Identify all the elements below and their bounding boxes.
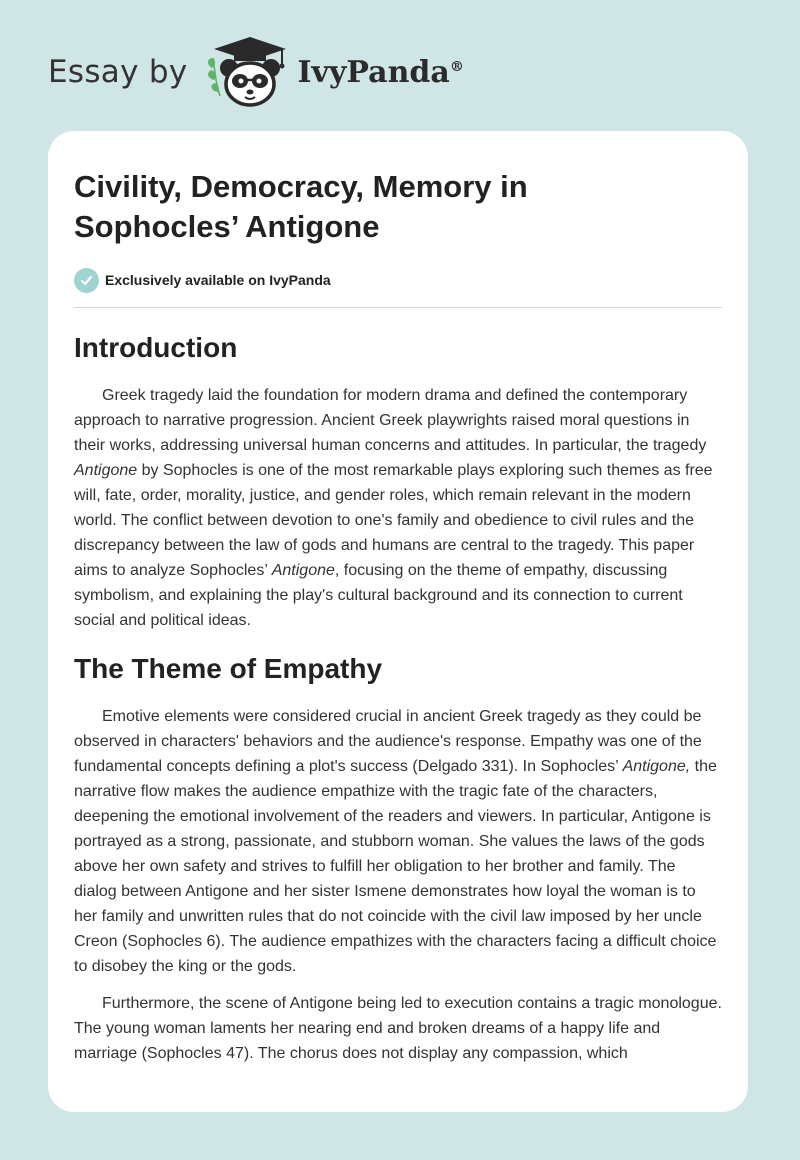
work-title: Antigone [271,562,335,579]
brand-name: IvyPanda® [297,54,464,90]
panda-graduation-cap-icon [204,34,296,110]
registered-mark: ® [449,58,464,75]
paragraph: Furthermore, the scene of Antigone being led to execution contains a tragic monologue. The young woman laments her nearing end and broken dreams of a happy life and marriage (Sophocles 47). The chorus does not display any compassion, which [74,995,722,1062]
exclusive-badge [74,267,722,293]
check-circle-icon [74,268,99,293]
article-card [48,131,748,1112]
brand-prefix: Essay by [48,54,188,90]
exclusive-label: Exclusively available on IvyPanda [105,272,331,288]
paragraph: Emotive elements were considered crucial in ancient Greek tragedy as they could be observed in characters' behaviors and the audience's response. Empathy was one of the fundamental concepts defining a plot's success (Delgado 331). In Sophocles’ Antigone, the narrative flow makes the audience empathize with the tragic fate of the characters, deepening the emotional involvement of the readers and viewers. In particular, Antigone is portrayed as a strong, passionate, and stubborn woman. She values the laws of the gods above her own safety and strives to fulfill her obligation to her brother and family. The dialog between Antigone and her sister Ismene demonstrates how loyal the woman is to her family and unwritten rules that do not coincide with the civil law imposed by her uncle Creon (Sophocles 6). The audience empathizes with the characters facing a difficult choice to disobey the king or the gods. [74,708,717,975]
section-heading-introduction: Introduction [74,332,238,363]
article-title: Civility, Democracy, Memory in Sophocles’ Antigone [74,169,528,244]
site-brand[interactable] [48,34,464,110]
paragraph: Greek tragedy laid the foundation for modern drama and defined the contemporary approach to narrative progression. Ancient Greek playwrights raised moral questions in their works, addressing universal human concerns and attitudes. In particular, the tragedy Antigone by Sophocles is one of the most remarkable plays exploring such themes as free will, fate, order, morality, justice, and gender roles, which remain relevant in the modern world. The conflict between devotion to one's family and obedience to civil rules and the discrepancy between the law of gods and humans are central to the tragedy. This paper aims to analyze Sophocles’ Antigone, focusing on the theme of empathy, discussing symbolism, and explaining the play's cultural background and its connection to current social and political ideas. [74,387,713,629]
section-heading-empathy: The Theme of Empathy [74,653,383,684]
title-divider [74,307,722,308]
work-title: Antigone [74,462,138,479]
work-title: Antigone, [622,758,691,775]
